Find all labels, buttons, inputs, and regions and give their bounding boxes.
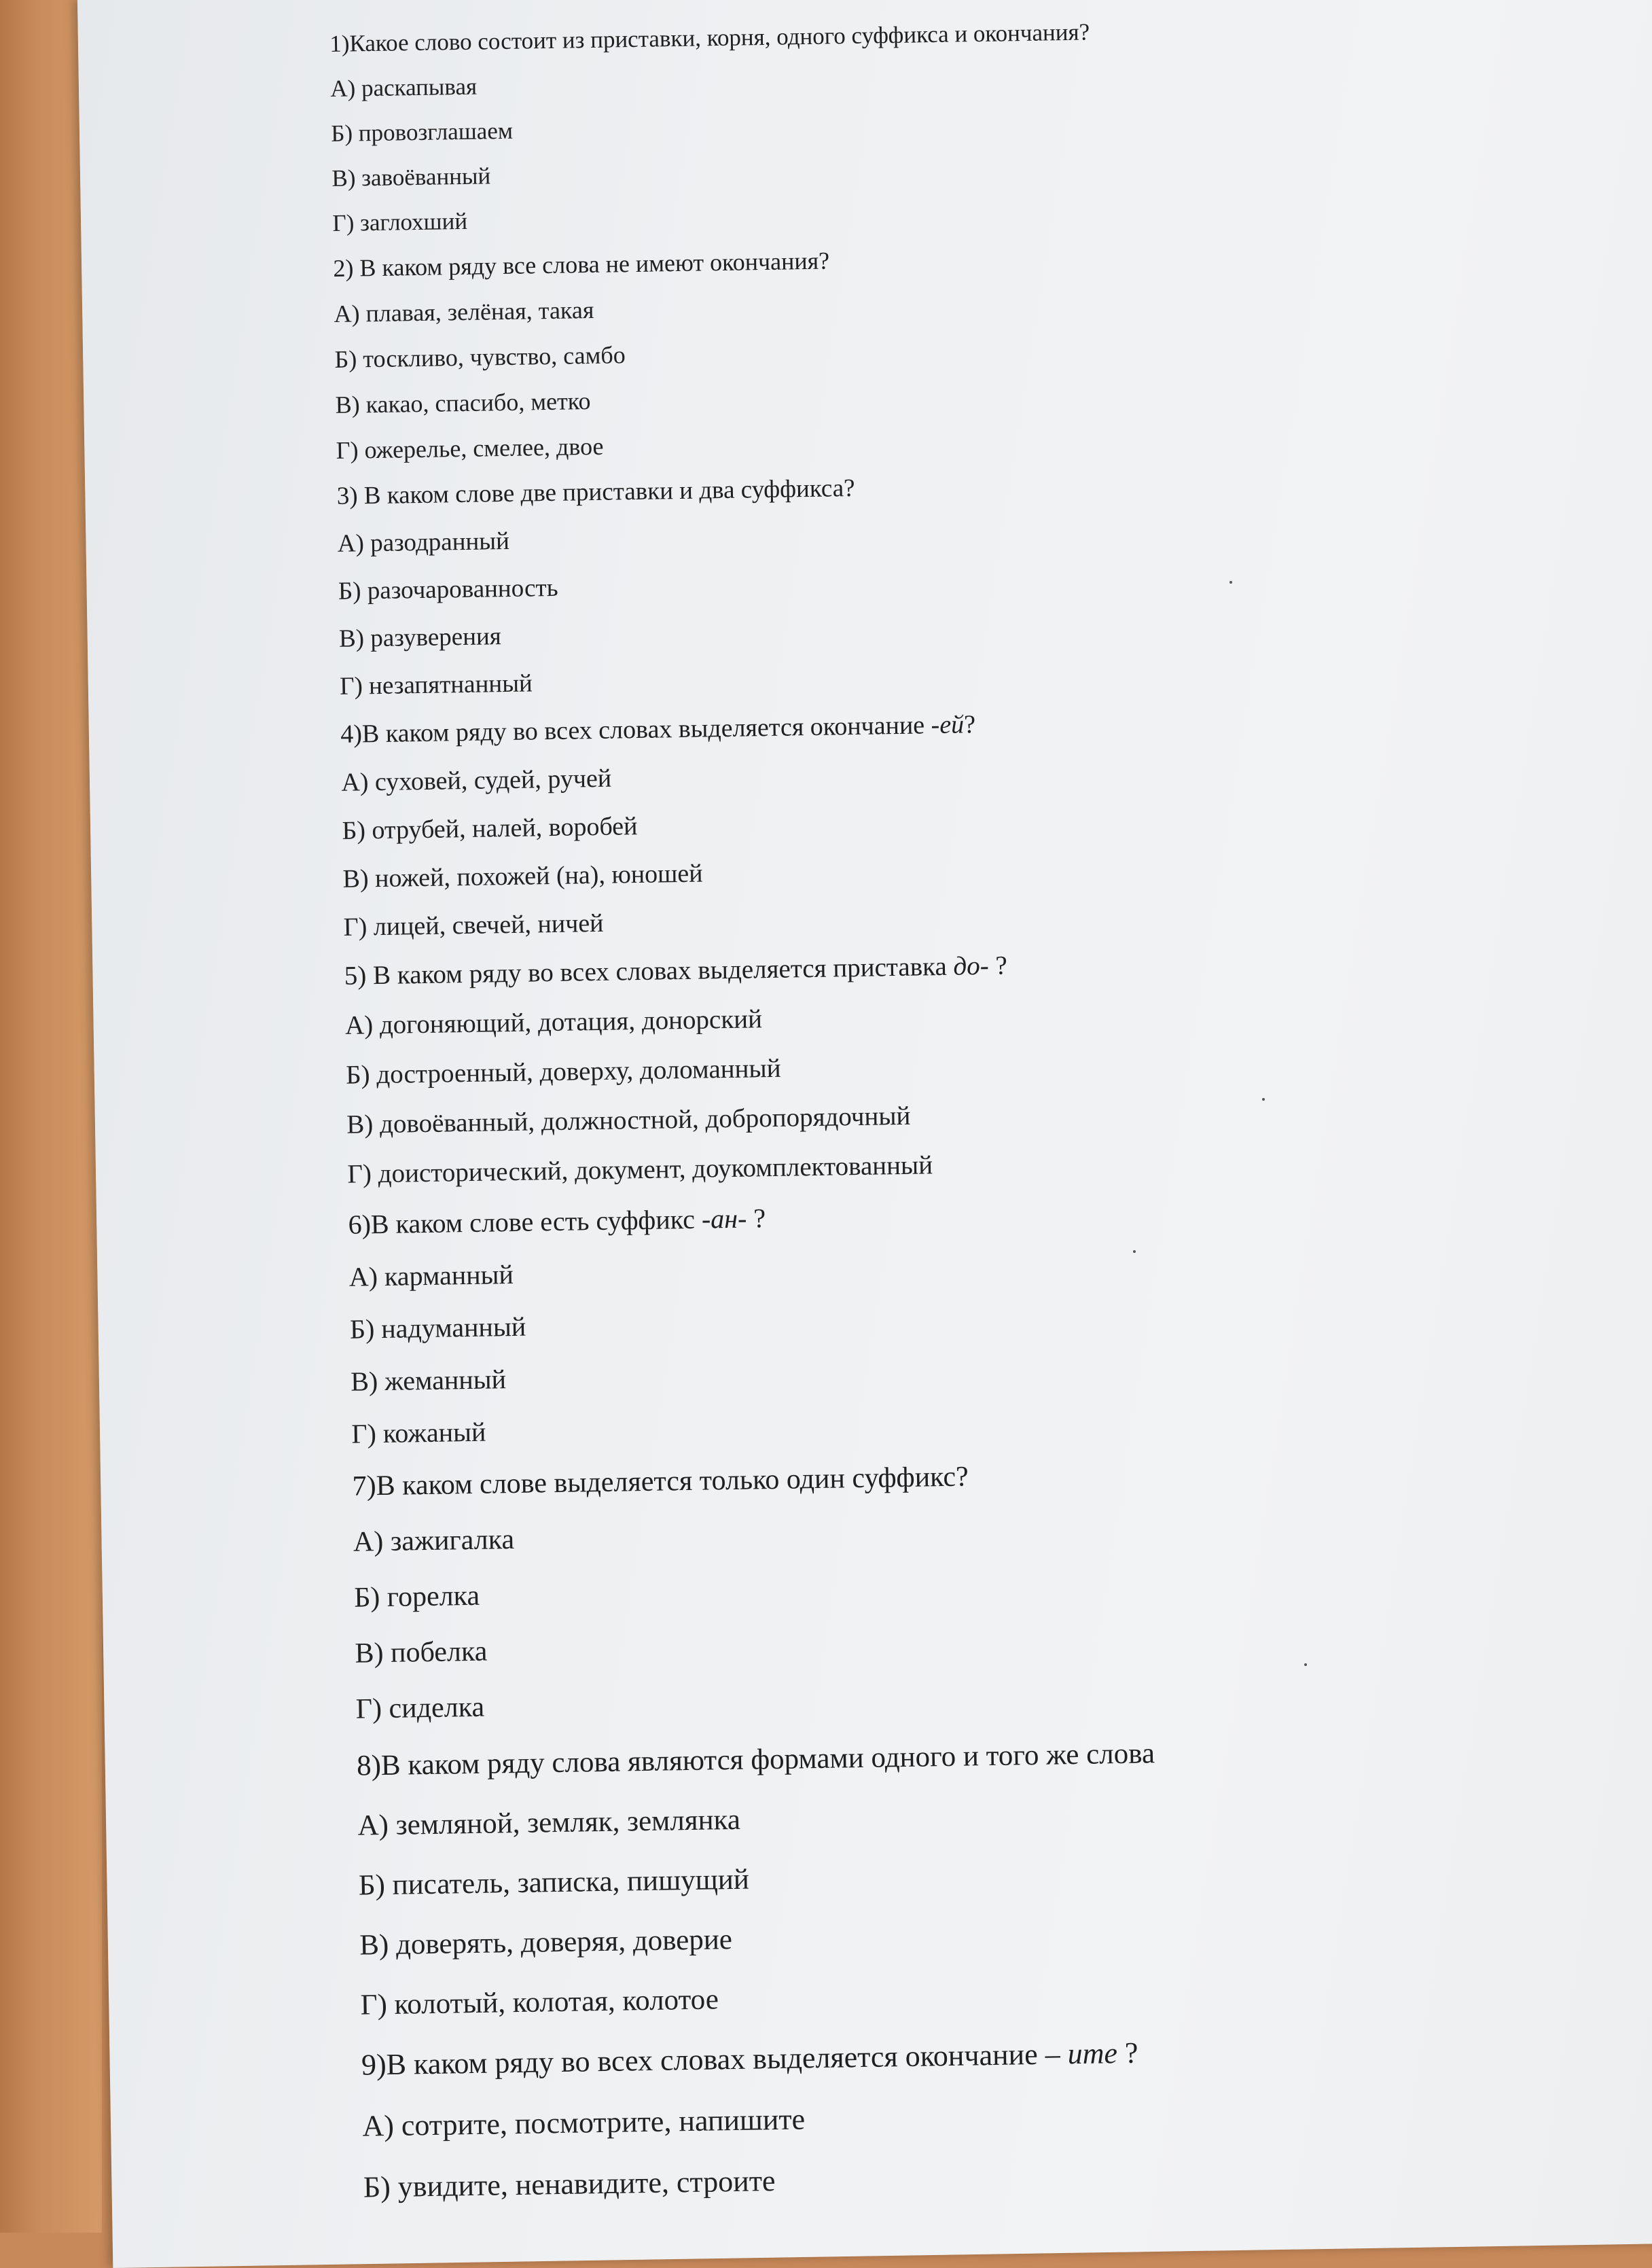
test-document <box>329 12 1587 2232</box>
question-1-text: 1)Какое слово состоит из приставки, корня, одного суффикса и окончания? <box>329 18 1090 57</box>
question-5-text <box>344 942 1567 991</box>
question-9-text-tail: ? <box>1117 2036 1138 2070</box>
question-4-text-main: 4)В каком ряду во всех словах выделяется окончание <box>340 711 931 749</box>
paper-speck <box>1133 1250 1136 1253</box>
option: А) догоняющий, дотация, донорский <box>344 1004 763 1040</box>
option: В) завоёванный <box>331 162 491 192</box>
option: А) земляной, земляк, землянка <box>357 1803 741 1842</box>
option: Б) достроенный, доверху, доломанный <box>345 1053 781 1090</box>
option: А) зажигалка <box>353 1524 515 1558</box>
option: А) суховей, судей, ручей <box>341 764 612 797</box>
question-7 <box>352 1451 1579 1725</box>
question-2 <box>333 236 1559 464</box>
option: В) доверять, доверяя, доверие <box>359 1924 733 1962</box>
question-1 <box>329 12 1556 237</box>
option: А) сотрите, посмотрите, напишите <box>362 2102 806 2143</box>
option: А) плавая, зелёная, такая <box>334 296 594 327</box>
question-3 <box>336 463 1562 701</box>
option: В) разуверения <box>338 622 502 653</box>
question-7-text: 7)В каком слове выделяется только один суффикс? <box>352 1461 969 1502</box>
option: Б) увидите, ненавидите, строите <box>363 2164 776 2204</box>
option: А) карманный <box>348 1258 514 1292</box>
question-9-text <box>361 2029 1585 2082</box>
option: Г) сиделка <box>355 1691 485 1725</box>
question-9-text-main: 9)В каком ряду во всех словах выделяется окончание – <box>361 2037 1069 2082</box>
option: Б) надуманный <box>349 1311 526 1345</box>
option: А) разодранный <box>337 527 510 558</box>
question-9 <box>361 2029 1586 2204</box>
question-4-ending-term: -ей <box>931 710 965 740</box>
option: В) ножей, похожей (на), юношей <box>342 859 703 893</box>
option: Б) горелка <box>353 1580 480 1614</box>
option: В) какао, спасибо, метко <box>335 387 591 419</box>
question-4-text <box>340 701 1563 749</box>
question-6-suffix-term: -ан- <box>701 1203 747 1235</box>
paper-speck <box>1304 1663 1307 1666</box>
question-2-text: 2) В каком ряду все слова не имеют окончания? <box>333 247 830 282</box>
question-3-text: 3) В каком слове две приставки и два суффикса? <box>336 474 855 510</box>
option: Б) провозглашаем <box>331 117 514 147</box>
question-8 <box>357 1730 1583 2021</box>
option: Г) доисторический, документ, доукомплектованный <box>347 1150 933 1189</box>
question-5-prefix-term: до- <box>953 951 990 981</box>
question-4 <box>340 701 1566 942</box>
question-5 <box>344 942 1570 1190</box>
option: Г) колотый, колотая, колотое <box>360 1983 719 2021</box>
question-9-ending-term: ите <box>1067 2036 1118 2071</box>
question-4-text-tail: ? <box>963 710 976 739</box>
paper-speck <box>1229 581 1232 584</box>
option: Б) писатель, записка, пишущий <box>358 1863 750 1902</box>
option: Г) кожаный <box>351 1416 486 1449</box>
question-5-text-main: 5) В каком ряду во всех словах выделяется приставка <box>344 951 954 991</box>
option: В) побелка <box>355 1635 488 1669</box>
option: В) жеманный <box>350 1364 507 1397</box>
option: Г) ожерелье, смелее, двое <box>336 432 604 464</box>
question-5-text-tail: ? <box>988 951 1008 980</box>
option: Г) лицей, свечей, ничей <box>343 908 604 942</box>
option: Г) заглохший <box>332 207 468 236</box>
option: В) довоёванный, должностной, добропорядочный <box>346 1101 911 1139</box>
question-6-text-main: 6)В каком слове есть суффикс <box>348 1203 702 1240</box>
question-6-text-tail: ? <box>746 1203 766 1234</box>
option: Б) тоскливо, чувство, самбо <box>334 341 626 373</box>
option: Г) незапятнанный <box>339 669 533 701</box>
question-8-text: 8)В каком ряду слова являются формами одного и того же слова <box>356 1737 1155 1782</box>
option: Б) отрубей, налей, воробей <box>342 812 638 845</box>
question-6 <box>348 1190 1574 1449</box>
option: А) раскапывая <box>330 73 478 102</box>
paper-speck <box>1262 1098 1265 1101</box>
option: Б) разочарованность <box>338 573 558 605</box>
question-6-text <box>348 1190 1570 1240</box>
